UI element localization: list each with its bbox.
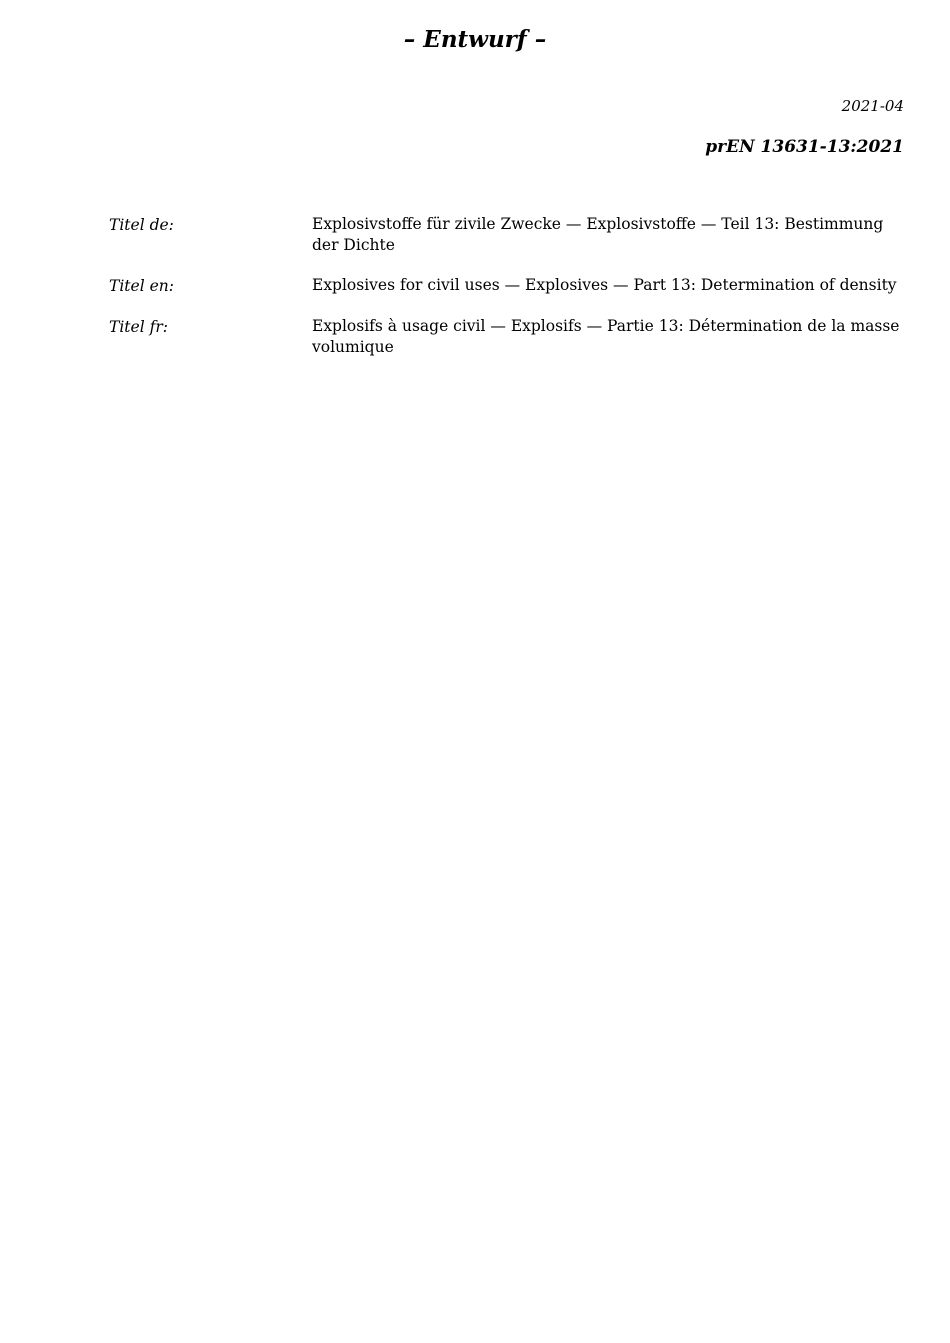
title-row-de xyxy=(109,214,909,256)
title-row-en xyxy=(109,275,909,297)
title-label-en: Titel en: xyxy=(109,277,174,295)
document-number: prEN 13631-13:2021 xyxy=(705,137,904,157)
title-value-fr: Explosifs à usage civil — Explosifs — Partie 13: Détermination de la masse volumique xyxy=(312,317,900,356)
title-label-de: Titel de: xyxy=(109,216,174,234)
title-row-fr xyxy=(109,316,909,358)
title-label-fr: Titel fr: xyxy=(109,318,168,336)
draft-heading: – Entwurf – xyxy=(403,26,547,53)
title-value-en: Explosives for civil uses — Explosives — Part 13: Determination of density xyxy=(312,276,897,294)
document-date: 2021-04 xyxy=(841,97,904,115)
title-value-de: Explosivstoffe für zivile Zwecke — Explosivstoffe — Teil 13: Bestimmung der Dichte xyxy=(312,215,884,254)
title-table xyxy=(109,214,909,377)
